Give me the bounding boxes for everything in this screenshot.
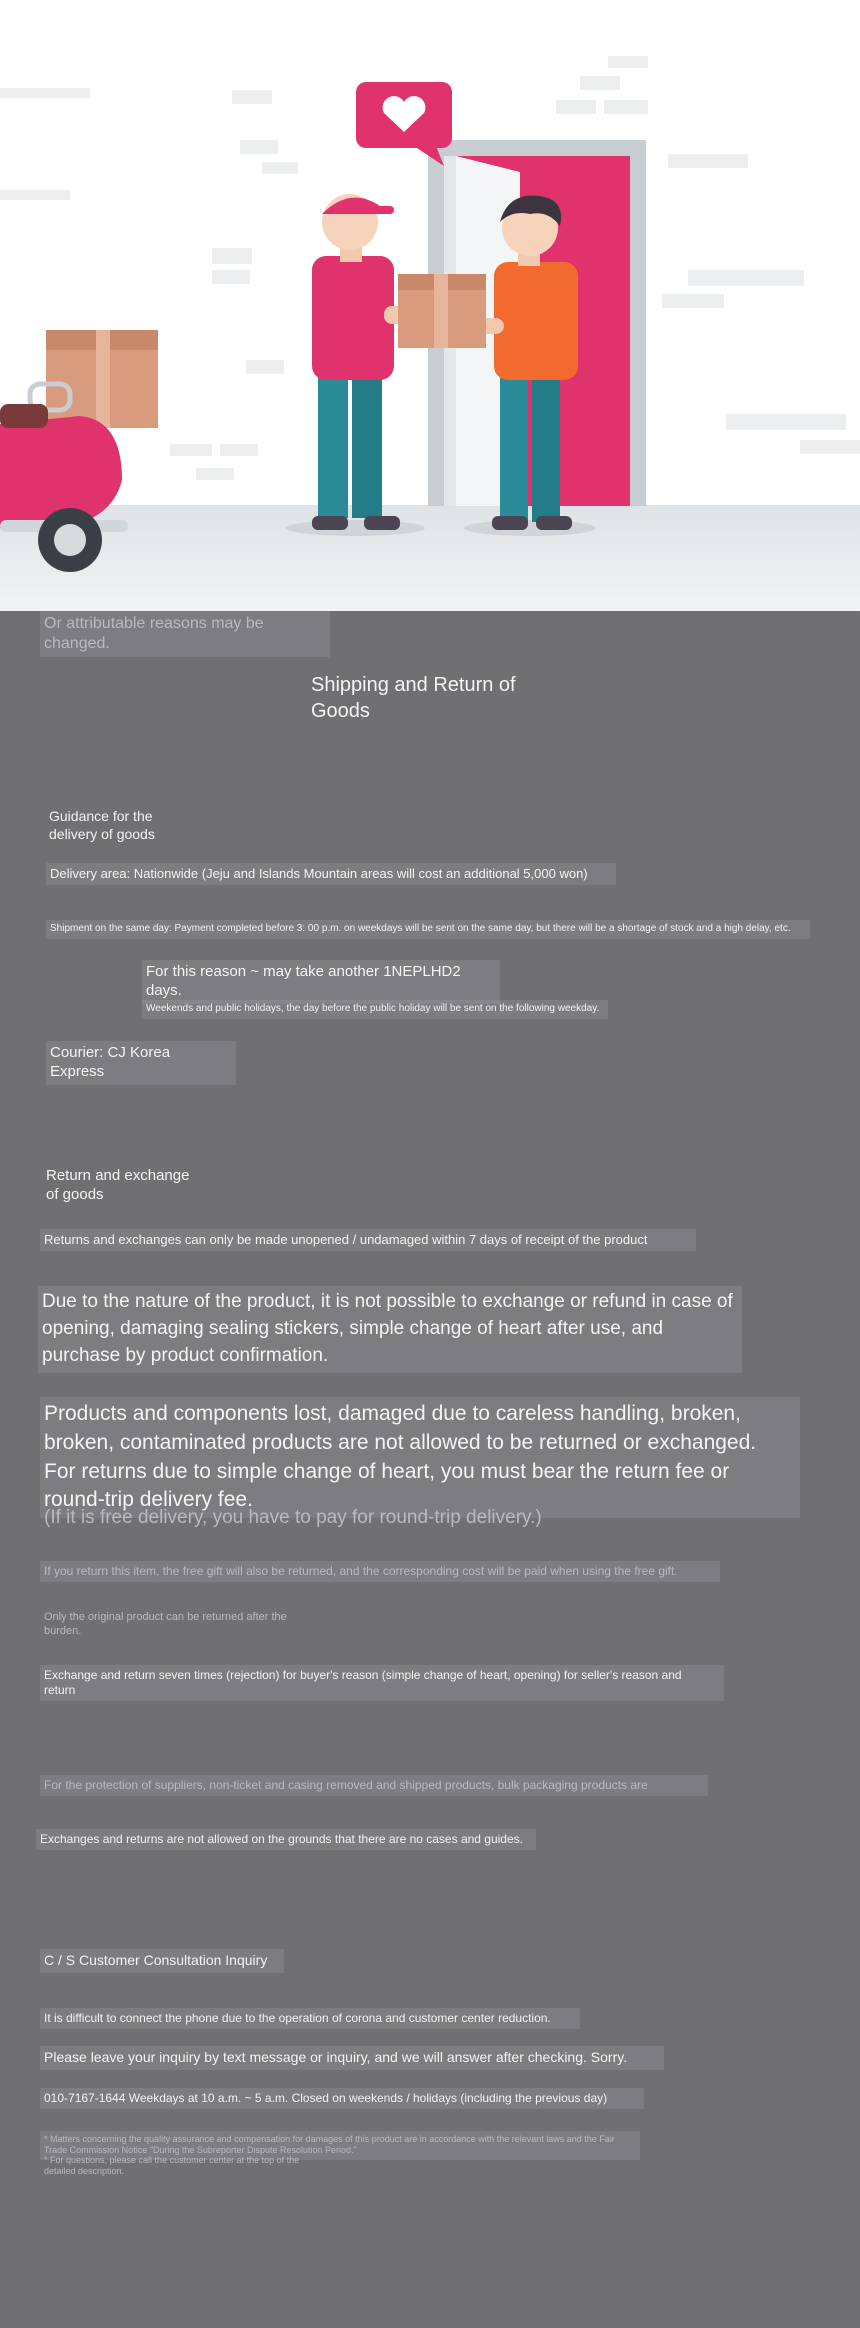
seven-times-text: Exchange and return seven times (rejection) for buyer's reason (simple change of heart, opening) for seller's reason and return [40,1665,724,1701]
parcel-box-icon [398,274,486,348]
original-product-text: Only the original product can be returned after the burden. [44,1611,287,1637]
cs-heading: C / S Customer Consultation Inquiry [40,1949,284,1973]
free-gift-text: If you return this item, the free gift will also be returned, and the corresponding cost will be paid when using the free gift. [40,1561,720,1582]
free-delivery-text: (If it is free delivery, you have to pay for round-trip delivery.) [44,1507,542,1528]
same-day-shipment-text: Shipment on the same day: Payment completed before 3: 00 p.m. on weekdays will be sent on the same day, but there will be a shortage of stock and a high delay, etc. [46,920,810,939]
product-nature-text: Due to the nature of the product, it is not possible to exchange or refund in case of opening, damaging sealing stickers, simple change of heart after use, and purchase by product confirmation. [38,1286,742,1373]
extra-days-text: For this reason ~ may take another 1NEPLHD2 days. [142,960,500,1004]
unopened-return-text: Returns and exchanges can only be made unopened / undamaged within 7 days of receipt of the product [40,1229,696,1251]
supplier-protection-text: For the protection of suppliers, non-ticket and casing removed and shipped products, bulk packaging products are [40,1775,708,1796]
floor [0,505,860,611]
quality-assurance-notice: * Matters concerning the quality assurance and compensation for damages of this product are in accordance with the relevant laws and the Fair Trade Commission Notice "During the Subreporter Dispute Resolution Period." [40,2131,640,2160]
no-cases-text: Exchanges and returns are not allowed on the grounds that there are no cases and guides. [36,1829,536,1850]
phone-hours-text: 010-7167-1644 Weekdays at 10 a.m. ~ 5 a.m. Closed on weekends / holidays (including the previous day) [40,2088,644,2109]
attributable-reasons-text: Or attributable reasons may be changed. [40,611,330,657]
hero-illustration [0,0,860,611]
returns-heading: Return and exchange of goods [46,1167,190,1203]
customer-center-notice: * For questions, please call the customer center at the top of the detailed description. [44,2155,300,2177]
shipping-return-section [0,611,860,2328]
courier-text: Courier: CJ Korea Express [46,1041,236,1085]
page-title: Shipping and Return of Goods [311,674,516,722]
delivery-area-text: Delivery area: Nationwide (Jeju and Islands Mountain areas will cost an additional 5,000 won) [46,863,616,885]
delivery-illustration [0,0,860,611]
delivery-heading: Guidance for the delivery of goods [49,808,155,842]
weekend-shipping-text: Weekends and public holidays, the day before the public holiday will be sent on the following weekday. [142,1000,608,1019]
leave-inquiry-text: Please leave your inquiry by text message or inquiry, and we will answer after checking. Sorry. [40,2046,664,2070]
corona-notice-text: It is difficult to connect the phone due to the operation of corona and customer center reduction. [40,2008,580,2029]
lost-damaged-text: Products and components lost, damaged due to careless handling, broken, broken, contaminated products are not allowed to be returned or exchanged. For returns due to simple change of heart, you must bear the return fee or round-trip delivery fee. [40,1397,800,1518]
